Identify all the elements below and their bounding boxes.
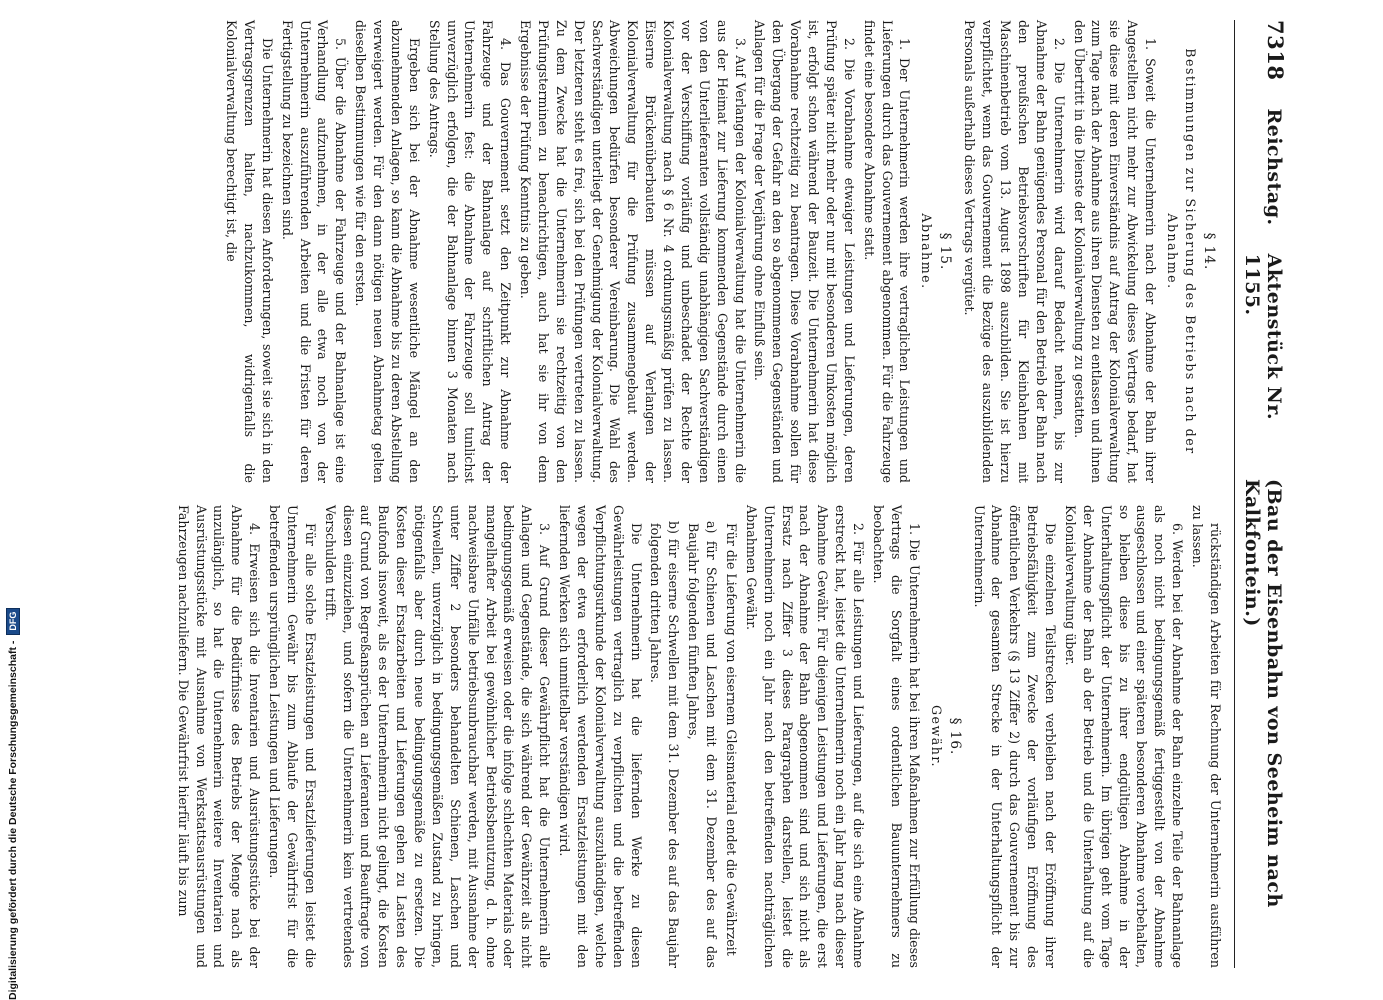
paragraph: Die Unternehmerin hat die liefernden Werke zu diesen Gewährleistungen vertraglich zu verpflichten und die betreffenden Verpflichtungsurkunde der Kolonialverwaltung auszuhändigen, welche wegen der etwa erforderlich werdenden Ersatzleistungen mit den liefernden Werken sich unmittelbar verständigen wird. xyxy=(557,505,644,968)
header-middle: Aktenstück Nr. 1155. xyxy=(1241,253,1285,421)
section-number: § 16. xyxy=(946,717,963,756)
sub-item: a) für Schienen und Laschen mit dem 31. Dezember des auf das Baujahr folgenden fünften Jahres, xyxy=(686,521,720,968)
digitization-footer xyxy=(2,0,24,1000)
paragraph: Ergeben sich bei der Abnahme wesentliche Mängel an den abzunehmenden Anlagen, so kann die Abnahme bis zu deren Abstellung verweigert werden. Für den dann nötigen neuen Abnahmetag gelten dieselben Bestimmungen wie für den ersten. xyxy=(353,20,422,483)
dfg-logo: DFG xyxy=(6,608,20,635)
section-number: § 15. xyxy=(937,232,954,271)
paragraph: 3. Auf Grund dieser Gewährpflicht hat die Unternehmerin alle Anlagen und Gegenstände, die sich während der Gewährzeit als nicht bedingungsgemäß erweisen oder die infolge schlechten Materials oder mangelhafter Arbeit bei gewöhnlicher Betriebsbenutzung, d. h. ohne nachweisbare Unfälle betriebsunbrauchbar werden, mit Ausnahme der unter Ziffer 2 besonders behandelten Schienen, Laschen und Schwellen, unverzüglich in bedingungsgemäßen Zustand zu bringen, nötigenfalls aber durch neue bedingungsgemäße zu ersetzen. Die Kosten dieser Ersatzarbeiten und Lieferungen gehen zu Lasten des Baufonds insoweit, als es der Unternehmerin nicht gelingt, die Kosten auf Grund von Regreßansprüchen an Lieferanten und Beauftragte von diesen einzuziehen, und sofern die Unternehmerin kein vertretendes Verschulden trifft. xyxy=(322,505,553,968)
paragraph: 6. Werden bei der Abnahme der Bahn einzelne Teile der Bahnanlage als noch nicht bedingungsgemäß fertiggestellt von der Abnahme ausgeschlossen und einer späteren besonderen Abnahme vorbehalten, so bleiben diese bis zu ihrer endgültigen Abnahme in der Unterhaltungspflicht der Unternehmerin. Im übrigen geht vom Tage der Abnahme der Bahn ab der Betrieb und die Unterhaltung auf die Kolonialverwaltung über. xyxy=(1063,505,1186,968)
page-header xyxy=(1234,20,1292,968)
header-right: (Bau der Eisenbahn von Seeheim nach Kalkfontein.) xyxy=(1241,478,1285,908)
paragraph: 4. Erweisen sich die Inventarien und Ausrüstungsstücke bei der Abnahme für die Bedürfnisse des Betriebs der Menge nach als unzulänglich, so hat die Unternehmerin weitere Inventarien und Ausrüstungsstücke mit Ausnahme von Werkstattsausrüstungen und Fahrzeugen nachzuliefern. Die Gewährfrist hierfür läuft bis zum xyxy=(175,505,263,968)
left-column xyxy=(172,20,1224,483)
text-columns xyxy=(172,20,1224,968)
paragraph: 3. Auf Verlangen der Kolonialverwaltung hat die Unternehmerin die aus der Heimat zur Lieferung kommenden Gegenstände durch einen von den Unterlieferanten vollständig unabhängigen Sachverständigen vor der Verschiffung vorläufig und unbeschadet der Rechte der Kolonialverwaltung nach § 6 Nr. 4 ordnungsmäßig prüfen zu lassen. Eiserne Brückenüberbauten müssen auf Verlangen der Kolonialverwaltung für die Prüfung zusammengebaut werden. Abweichungen bedürfen besonderer Vereinbarung. Die Wahl des Sachverständigen unterliegt der Genehmigung der Kolonialverwaltung. Der letzteren steht es frei, sich bei den Prüfungen vertreten zu lassen. Zu dem Zwecke hat die Unternehmerin sie rechtzeitig von den Prüfungsterminen zu benachrichtigen, auch hat sie ihr von dem Ergebnisse der Prüfung Kenntnis zu geben. xyxy=(518,20,748,483)
header-left: Reichstag. xyxy=(1263,108,1285,226)
sub-item: b) für eiserne Schwellen mit dem 31. Dezember des auf das Baujahr folgenden dritten Jahres. xyxy=(648,521,682,968)
paragraph: 4. Das Gouvernement setzt den Zeitpunkt zur Abnahme der Fahrzeuge und der Bahnanlage auf schriftlichen Antrag der Unternehmerin fest: die Abnahme der Fahrzeuge soll tunlichst unverzüglich erfolgen, die der Bahnanlage binnen 3 Monaten nach Stellung des Antrags. xyxy=(426,20,514,483)
section-title: Bestimmungen zur Sicherung des Betriebs nach der Abnahme. xyxy=(1164,48,1198,455)
paragraph: 1. Der Unternehmerin werden ihre vertraglichen Leistungen und Lieferungen durch das Gouvernement abgenommen. Für die Fahrzeuge findet eine besondere Abnahme statt. xyxy=(861,20,913,483)
section-title: Gewähr. xyxy=(928,704,944,769)
section-number: § 14. xyxy=(1201,232,1217,271)
paragraph: Die Unternehmerin hat diesen Anforderungen, soweit sie sich in den Vertragsgrenzen halten, nachzukommen, widrigenfalls die Kolonialverwaltung berechtigt ist, die xyxy=(224,20,275,483)
document-page xyxy=(27,14,1292,974)
paragraph: 2. Die Unternehmerin wird darauf Bedacht nehmen, bis zur Abnahme der Bahn genügendes Personal für den Betrieb der Bahn nach den preußischen Betriebsvorschriften für Kleinbahnen mit Maschinenbetrieb vom 13. August 1898 auszubilden. Sie ist hierzu verpflichtet, wenn das Gouvernement die Bezüge des auszubildenden Personals außerhalb dieses Vertrags vergütet. xyxy=(962,20,1067,483)
paragraph: 1. Die Unternehmerin hat bei ihren Maßnahmen zur Erfüllung dieses Vertrags die Sorgfalt eines ordentlichen Bauunternehmers zu beobachten. xyxy=(870,505,922,968)
right-column xyxy=(172,505,1224,968)
paragraph: Für die Lieferung von eisernem Gleismaterial endet die Gewährzeit xyxy=(723,523,739,956)
paragraph: rückständigen Arbeiten für Rechnung der Unternehmerin ausführen zu lassen. xyxy=(1190,505,1223,968)
paragraph: Die einzelnen Teilstrecken verbleiben nach der Eröffnung ihrer Betriebsfähigkeit zum Zwecke der vorläufigen Eröffnung des öffentlichen Verkehrs (§ 13 Ziffer 2) durch das Gouvernement bis zur Abnahme der gesamten Strecke in der Unterhaltungspflicht der Unternehmerin. xyxy=(971,505,1059,968)
paragraph: 2. Für alle Leistungen und Lieferungen, auf die sich eine Abnahme erstreckt hat, leistet die Unternehmerin noch ein Jahr lang nach dieser Abnahme Gewähr. Für diejenigen Leistungen und Lieferungen, die erst nach der Abnahme der Bahn abgenommen sind und sich nicht als Ersatz nach Ziffer 3 dieses Paragraphen darstellen, leistet die Unternehmerin noch ein Jahr nach den betreffenden nachträglichen Abnahmen Gewähr. xyxy=(743,505,867,968)
footer-text: Digitalisierung gefördert durch die Deutsche Forschungsgemeinschaft - xyxy=(7,640,19,1000)
paragraph: Für alle solche Ersatzleistungen und Ersatzlieferungen leistet die Unternehmerin Gewähr bis zum Ablaufe der Gewährfrist für die betreffenden ursprünglichen Leistungen und Lieferungen. xyxy=(267,505,318,968)
paragraph: 2. Die Vorabnahme etwaiger Leistungen und Lieferungen, deren Prüfung später nicht mehr oder nur mit besonderen Umkosten möglich ist, erfolgt schon während der Bauzeit. Die Unternehmerin hat diese Vorabnahme rechtzeitig zu beantragen. Diese Vorabnahme sollen für den Übergang der Gefahr an den so abgenommenen Gegenständen und Anlagen für die Frage der Verjährung ohne Einfluß sein. xyxy=(752,20,857,483)
paragraph: 5. Über die Abnahme der Fahrzeuge und der Bahnanlage ist eine Verhandlung aufzunehmen, in der alle etwa noch von der Unternehmerin auszuführenden Arbeiten und die Fristen für deren Fertigstellung zu bezeichnen sind. xyxy=(279,20,349,483)
page-number: 7318 xyxy=(1263,20,1288,81)
paragraph: 1. Soweit die Unternehmerin nach der Abnahme der Bahn ihrer Angestellten nicht mehr zur Abwickelung dieses Vertrags bedarf, hat sie diese mit deren Einverständnis auf Antrag der Kolonialverwaltung zum Tage nach der Abnahme aus ihren Diensten zu entlassen und ihnen den Übertritt in die Dienste der Kolonialverwaltung zu gestatten. xyxy=(1071,20,1159,483)
section-title: Abnahme. xyxy=(919,213,935,290)
